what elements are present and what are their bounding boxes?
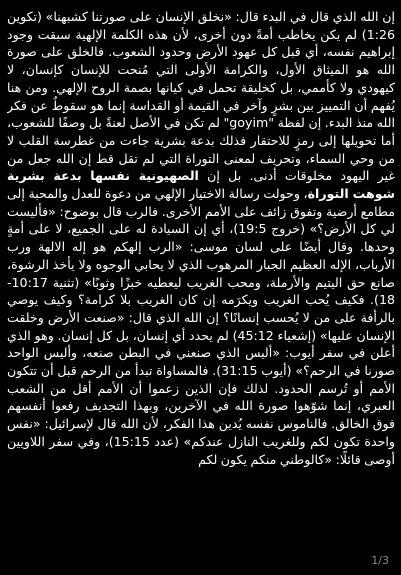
body-text-part-1: إن الله الذي قال في البدء قال: «نخلق الإنسان على صورتنا كشبهنا» (تكوين 1:26) لم يكن يخاطب أمةً دون أخرى، لأن هذه الكلمة الإلهية سبقت وجود إبراهيم نفسه، أي قبل كل عهود الأرض وحدود الشعوب. فالخلق على صورة الله هو الميثاق الأول، والكرامة الأولى التي مُنحت للإنسان كإنسان، لا كيهودي ولا كأممي، بل كخليقة تحمل في كيانها بصمة الروح الإلهي. ومن هنا يُفهم أن التمييز بين بشرٍ وآخر في القيمة أو القداسة إنما هو سقوطٌ عن فكر الله منذ البدء. إن لفظة "goyim" لم تكن في الأصل لعنةً بل وصفًا للشعوب، أما تحويلها إلى رمزٍ للاحتقار فذلك بدعة بشرية جاءت من غطرسة القلب لا من وحي السماء، وتحريف لمعنى التوراة التي لم تقل قط إن الله جعل من غير اليهود مخلوقات أدنى. بل إن	[7, 9, 395, 184]
document-body	[7, 8, 395, 548]
page-indicator: 1/3	[371, 554, 389, 567]
bold-phrase: الصهيونية نفسها بدعة بشرية شوهت التوراة	[7, 168, 395, 202]
body-text-part-2: ، وحولت رسالة الاختيار الإلهي من دعوة للعدل والمحبة إلى مطامع أرضية وتفوق زائف على الأمم الأخرى. فالرب قال بوضوح: «فأليست لي كل الأرض؟» (خروج 19:5)، أي إن السيادة له على الجميع، لا على أمةٍ وحدها. وقال أيضًا على لسان موسى: «الرب إلهكم هو إله الالهة ورب الأرباب، الإله العظيم الجبار المرهوب الذي لا يحابي الوجوه ولا يأخذ الرشوة، صانع حق اليتيم والأرملة، ومحب الغريب ليعطيه خبزًا وثوبًا» (تثنية 10:17-18). فكيف يُحب الغريب ويكرَمه إن كان الغريب بلا كرامة؟ وكيف يوصي بالرأفة على من لا يُحسب إنسانًا؟ إن الله الذي قال: «صنعت الأرض وخلقت الإنسان عليها» (إشعياء 45:12) لم يحدد أي إنسان، بل كل إنسان. وهو الذي أعلن في سفر أيوب: «أليس الذي صنعني في البطن صنعه، وأليس الواحد صورنا في الرحم؟» (أيوب 31:15). فالمساواة تبدأ من الرحم قبل أن تتكون الأمم أو تُرسم الحدود. لذلك فإن الذين زعموا أن الأمم أقل من الشعب العبري، إنما شوّهوا صورة الله في الآخرين، وبهذا التجديف رفعوا أنفسهم فوق الخالق. فالناموس نفسه يُدين هذا الفكر، لأن الله قال لإسرائيل: «نفس واحدة تكون لكم وللغريب النازل عندكم» (عدد 15:15)، وفي سفر اللاويين أوصى قائلًا: «كالوطني منكم يكون لكم	[7, 186, 395, 467]
